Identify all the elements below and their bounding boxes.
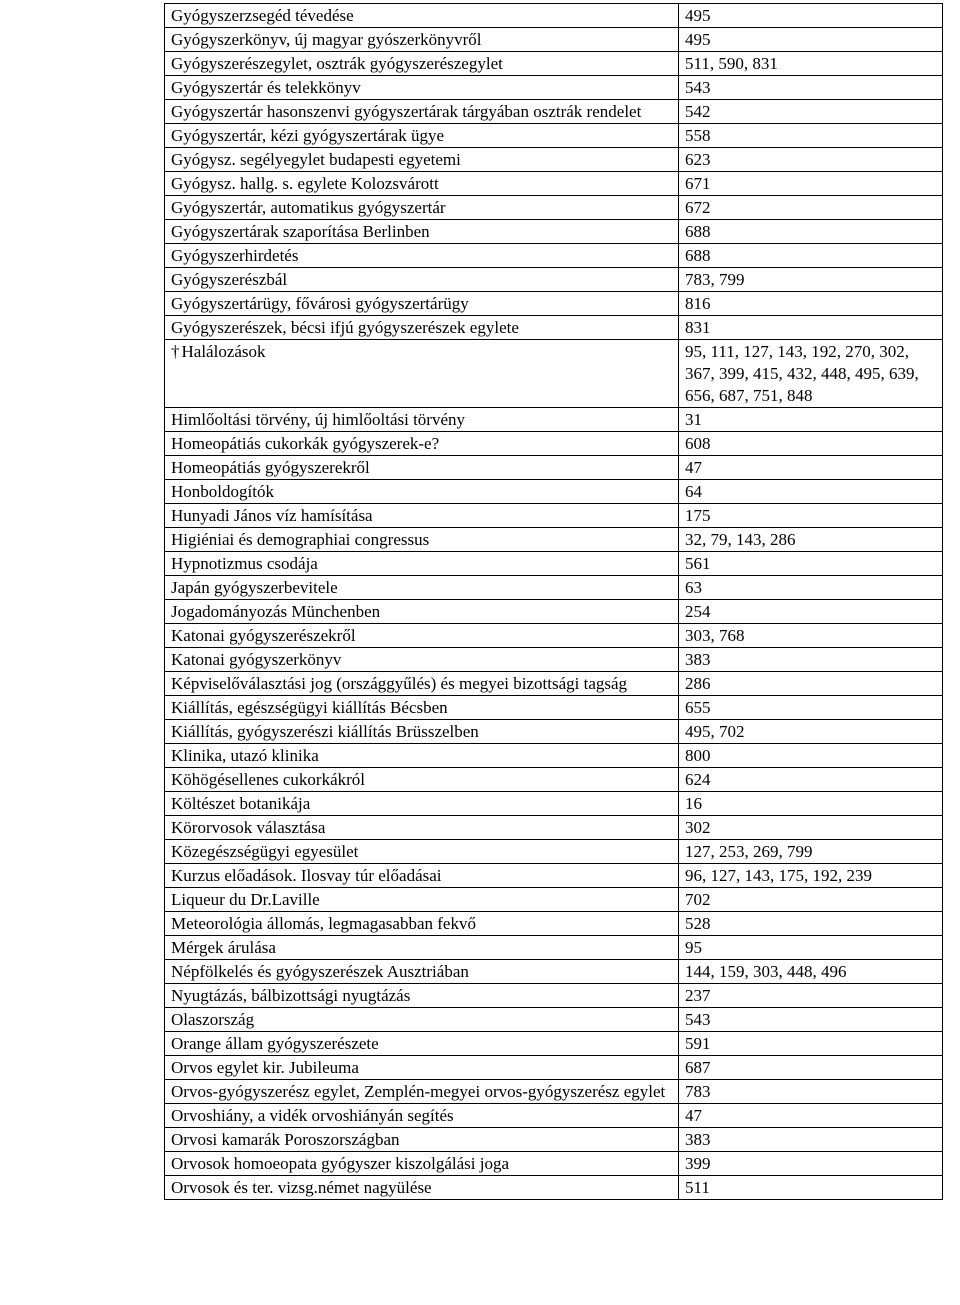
index-pages: 558 — [679, 124, 943, 148]
index-topic: Olaszország — [171, 1010, 255, 1029]
index-pages: 16 — [679, 792, 943, 816]
index-topic-cell — [165, 1152, 679, 1176]
index-topic-cell — [165, 864, 679, 888]
index-topic: Kiállítás, egészségügyi kiállítás Bécsben — [171, 698, 448, 717]
index-topic-cell — [165, 768, 679, 792]
index-pages: 800 — [679, 744, 943, 768]
index-topic: Higiéniai és demographiai congressus — [171, 530, 430, 549]
index-topic: Gyógyszertár és telekkönyv — [171, 78, 361, 97]
index-pages: 688 — [679, 220, 943, 244]
index-row — [165, 744, 943, 768]
index-topic-cell — [165, 1104, 679, 1128]
index-topic-cell — [165, 1128, 679, 1152]
index-topic-cell — [165, 432, 679, 456]
index-pages: 495, 702 — [679, 720, 943, 744]
index-topic: Japán gyógyszerbevitele — [171, 578, 338, 597]
index-pages: 383 — [679, 1128, 943, 1152]
index-row — [165, 960, 943, 984]
index-row — [165, 768, 943, 792]
index-pages: 687 — [679, 1056, 943, 1080]
index-row — [165, 1080, 943, 1104]
index-topic: Gyógyszerhirdetés — [171, 246, 299, 265]
index-row — [165, 456, 943, 480]
index-topic: Liqueur du Dr.Laville — [171, 890, 320, 909]
index-topic-cell — [165, 124, 679, 148]
index-topic: Orvosok és ter. vizsg.német nagyülése — [171, 1178, 432, 1197]
index-pages: 144, 159, 303, 448, 496 — [679, 960, 943, 984]
index-pages: 96, 127, 143, 175, 192, 239 — [679, 864, 943, 888]
index-topic-cell — [165, 648, 679, 672]
index-pages: 528 — [679, 912, 943, 936]
index-pages: 95 — [679, 936, 943, 960]
index-pages: 671 — [679, 172, 943, 196]
index-row — [165, 984, 943, 1008]
index-topic-cell — [165, 76, 679, 100]
index-topic: Hypnotizmus csodája — [171, 554, 318, 573]
index-row — [165, 504, 943, 528]
index-pages: 511, 590, 831 — [679, 52, 943, 76]
index-row — [165, 936, 943, 960]
index-topic-cell — [165, 624, 679, 648]
index-topic-cell — [165, 480, 679, 504]
index-row — [165, 196, 943, 220]
index-topic-cell — [165, 600, 679, 624]
index-topic: Nyugtázás, bálbizottsági nyugtázás — [171, 986, 411, 1005]
index-row — [165, 1032, 943, 1056]
index-pages: 624 — [679, 768, 943, 792]
index-topic: Orvoshiány, a vidék orvoshiányán segítés — [171, 1106, 454, 1125]
index-topic-cell — [165, 888, 679, 912]
index-row — [165, 244, 943, 268]
index-topic: Kiállítás, gyógyszerészi kiállítás Brüsszelben — [171, 722, 479, 741]
index-pages: 495 — [679, 28, 943, 52]
index-row — [165, 528, 943, 552]
index-topic-cell — [165, 100, 679, 124]
index-row — [165, 100, 943, 124]
index-row — [165, 1008, 943, 1032]
index-pages: 47 — [679, 456, 943, 480]
index-topic: Gyógyszerészegylet, osztrák gyógyszerészegylet — [171, 54, 503, 73]
index-topic: Gyógyszerészek, bécsi ifjú gyógyszerészek egylete — [171, 318, 519, 337]
index-topic: Gyógyszertárügy, fővárosi gyógyszertárügy — [171, 294, 469, 313]
index-topic: Köhögésellenes cukorkákról — [171, 770, 366, 789]
index-row — [165, 28, 943, 52]
index-pages: 495 — [679, 4, 943, 28]
index-topic: Gyógyszertár hasonszenvi gyógyszertárak tárgyában osztrák rendelet — [171, 102, 642, 121]
index-topic: Gyógyszerkönyv, új magyar gyószerkönyvről — [171, 30, 482, 49]
index-topic: Orvosok homoeopata gyógyszer kiszolgálási joga — [171, 1154, 510, 1173]
index-topic-cell — [165, 1080, 679, 1104]
index-topic-cell — [165, 1008, 679, 1032]
index-topic: Jogadományozás Münchenben — [171, 602, 381, 621]
index-row — [165, 1128, 943, 1152]
index-topic: Gyógyszertár, kézi gyógyszertárak ügye — [171, 126, 445, 145]
index-pages: 542 — [679, 100, 943, 124]
index-topic: Orvosi kamarák Poroszországban — [171, 1130, 400, 1149]
index-topic-cell — [165, 1176, 679, 1200]
index-topic: Gyógyszertárak szaporítása Berlinben — [171, 222, 430, 241]
index-row — [165, 648, 943, 672]
index-topic: Gyógysz. hallg. s. egylete Kolozsvárott — [171, 174, 439, 193]
index-topic: Gyógyszertár, automatikus gyógyszertár — [171, 198, 446, 217]
index-topic: Katonai gyógyszerkönyv — [171, 650, 342, 669]
index-pages: 47 — [679, 1104, 943, 1128]
index-pages: 623 — [679, 148, 943, 172]
index-topic: Homeopátiás gyógyszerekről — [171, 458, 370, 477]
index-pages: 816 — [679, 292, 943, 316]
index-topic-cell — [165, 528, 679, 552]
index-row — [165, 864, 943, 888]
index-row — [165, 1056, 943, 1080]
index-topic-cell — [165, 816, 679, 840]
index-topic-cell — [165, 196, 679, 220]
index-row — [165, 432, 943, 456]
index-row — [165, 600, 943, 624]
index-topic-cell — [165, 792, 679, 816]
index-topic-cell — [165, 984, 679, 1008]
index-topic-cell — [165, 268, 679, 292]
index-topic-cell — [165, 172, 679, 196]
index-pages: 31 — [679, 408, 943, 432]
index-topic: Klinika, utazó klinika — [171, 746, 319, 765]
index-topic-cell — [165, 912, 679, 936]
index-topic-cell — [165, 340, 679, 408]
index-pages: 561 — [679, 552, 943, 576]
index-topic-cell — [165, 4, 679, 28]
index-row — [165, 480, 943, 504]
index-topic-cell — [165, 552, 679, 576]
index-topic: Orvos-gyógyszerész egylet, Zemplén-megyei orvos-gyógyszerész egylet — [171, 1082, 666, 1101]
index-pages: 383 — [679, 648, 943, 672]
index-row — [165, 840, 943, 864]
index-row — [165, 888, 943, 912]
index-pages: 254 — [679, 600, 943, 624]
index-row — [165, 696, 943, 720]
index-topic-cell — [165, 504, 679, 528]
index-topic: Orvos egylet kir. Jubileuma — [171, 1058, 359, 1077]
index-topic-cell — [165, 960, 679, 984]
index-topic-cell — [165, 220, 679, 244]
index-row — [165, 576, 943, 600]
index-topic: Gyógyszerészbál — [171, 270, 288, 289]
index-topic: Honboldogítók — [171, 482, 274, 501]
index-pages: 702 — [679, 888, 943, 912]
index-topic: Gyógysz. segélyegylet budapesti egyetemi — [171, 150, 461, 169]
index-pages: 95, 111, 127, 143, 192, 270, 302, 367, 399, 415, 432, 448, 495, 639, 656, 687, 751, 848 — [679, 340, 943, 408]
index-topic: Katonai gyógyszerészekről — [171, 626, 356, 645]
index-topic-cell — [165, 456, 679, 480]
index-pages: 608 — [679, 432, 943, 456]
index-row — [165, 148, 943, 172]
index-topic-cell — [165, 52, 679, 76]
index-topic-cell — [165, 936, 679, 960]
index-pages: 511 — [679, 1176, 943, 1200]
index-pages: 286 — [679, 672, 943, 696]
dagger-mark: † — [171, 342, 180, 361]
index-topic-cell — [165, 744, 679, 768]
index-pages: 783, 799 — [679, 268, 943, 292]
index-pages: 672 — [679, 196, 943, 220]
index-row — [165, 1176, 943, 1200]
index-topic-cell — [165, 840, 679, 864]
index-pages: 831 — [679, 316, 943, 340]
index-topic-cell — [165, 316, 679, 340]
index-topic: Meteorológia állomás, legmagasabban fekvő — [171, 914, 476, 933]
index-pages: 175 — [679, 504, 943, 528]
index-row — [165, 792, 943, 816]
index-topic-cell — [165, 720, 679, 744]
index-topic: Mérgek árulása — [171, 938, 276, 957]
index-topic-cell — [165, 1032, 679, 1056]
index-topic-cell — [165, 696, 679, 720]
index-row — [165, 76, 943, 100]
index-pages: 63 — [679, 576, 943, 600]
index-topic: Kurzus előadások. Ilosvay túr előadásai — [171, 866, 442, 885]
index-pages: 64 — [679, 480, 943, 504]
index-row — [165, 340, 943, 408]
index-row — [165, 912, 943, 936]
index-row — [165, 624, 943, 648]
index-pages: 655 — [679, 696, 943, 720]
index-pages: 543 — [679, 76, 943, 100]
index-topic: Gyógyszerzsegéd tévedése — [171, 6, 354, 25]
index-topic-cell — [165, 28, 679, 52]
index-topic: Homeopátiás cukorkák gyógyszerek-e? — [171, 434, 440, 453]
index-topic-cell — [165, 672, 679, 696]
index-pages: 237 — [679, 984, 943, 1008]
index-topic: Körorvosok választása — [171, 818, 326, 837]
index-table-body — [165, 4, 943, 1200]
index-row — [165, 552, 943, 576]
index-topic: Halálozások — [181, 342, 266, 361]
index-row — [165, 1104, 943, 1128]
index-topic-cell — [165, 408, 679, 432]
index-pages: 591 — [679, 1032, 943, 1056]
index-row — [165, 720, 943, 744]
index-topic-cell — [165, 1056, 679, 1080]
index-topic: Képviselőválasztási jog (országgyűlés) és megyei bizottsági tagság — [171, 674, 628, 693]
index-pages: 127, 253, 269, 799 — [679, 840, 943, 864]
index-topic-cell — [165, 244, 679, 268]
index-topic: Orange állam gyógyszerészete — [171, 1034, 379, 1053]
index-row — [165, 816, 943, 840]
index-topic: Himlőoltási törvény, új himlőoltási törvény — [171, 410, 466, 429]
index-row — [165, 268, 943, 292]
index-pages: 543 — [679, 1008, 943, 1032]
index-row — [165, 672, 943, 696]
index-row — [165, 1152, 943, 1176]
index-row — [165, 292, 943, 316]
index-topic-cell — [165, 148, 679, 172]
index-row — [165, 172, 943, 196]
index-pages: 303, 768 — [679, 624, 943, 648]
index-row — [165, 124, 943, 148]
index-topic: Költészet botanikája — [171, 794, 311, 813]
index-topic: Közegészségügyi egyesület — [171, 842, 359, 861]
index-row — [165, 408, 943, 432]
index-pages: 688 — [679, 244, 943, 268]
subject-index-table — [164, 3, 943, 1200]
index-pages: 302 — [679, 816, 943, 840]
index-pages: 783 — [679, 1080, 943, 1104]
index-topic-cell — [165, 576, 679, 600]
index-topic-cell — [165, 292, 679, 316]
index-topic: Hunyadi János víz hamísítása — [171, 506, 373, 525]
index-row — [165, 4, 943, 28]
index-row — [165, 220, 943, 244]
index-row — [165, 316, 943, 340]
index-pages: 32, 79, 143, 286 — [679, 528, 943, 552]
index-row — [165, 52, 943, 76]
index-topic: Népfölkelés és gyógyszerészek Ausztriában — [171, 962, 469, 981]
index-pages: 399 — [679, 1152, 943, 1176]
